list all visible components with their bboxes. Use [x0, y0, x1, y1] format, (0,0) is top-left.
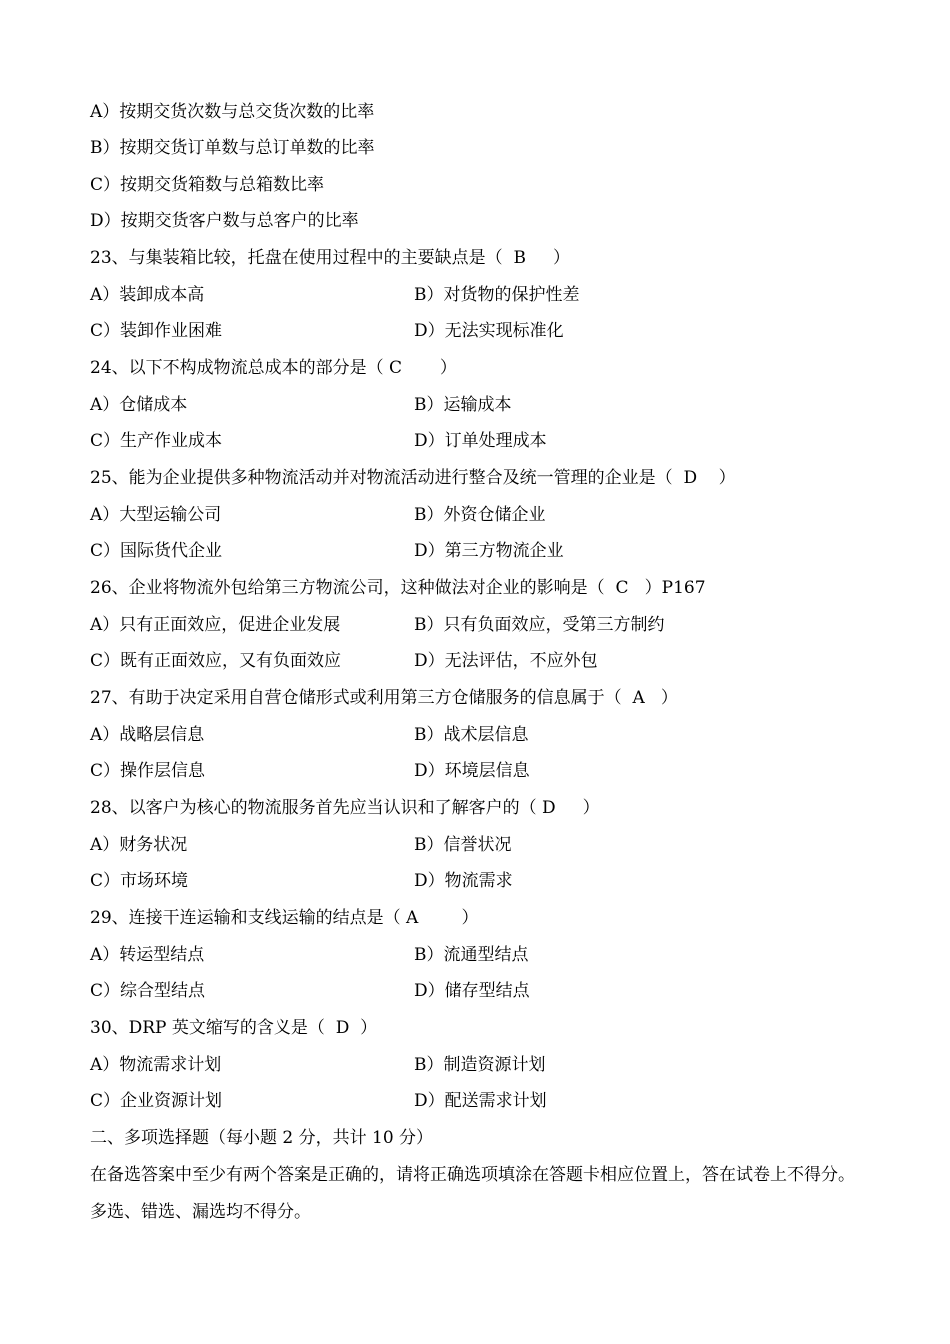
question-29-option-b: B）流通型结点	[414, 945, 529, 965]
question-26-option-c: C）既有正面效应，又有负面效应	[90, 651, 342, 671]
question-23-option-a: A）装卸成本高	[90, 285, 205, 305]
option-a: A）按期交货次数与总交货次数的比率	[90, 102, 375, 122]
question-27-option-d: D）环境层信息	[414, 761, 530, 781]
question-30-stem: 30、DRP 英文缩写的含义是（ D ）	[90, 1018, 378, 1038]
question-25-stem: 25、能为企业提供多种物流活动并对物流活动进行整合及统一管理的企业是（ D ）	[90, 468, 736, 488]
question-28-option-a: A）财务状况	[90, 835, 188, 855]
question-28-option-d: D）物流需求	[414, 871, 513, 891]
question-24-option-c: C）生产作业成本	[90, 431, 223, 451]
question-26-stem: 26、企业将物流外包给第三方物流公司，这种做法对企业的影响是（ C ）P167	[90, 578, 706, 598]
question-25-option-b: B）外资仓储企业	[414, 505, 546, 525]
question-23-stem: 23、与集装箱比较，托盘在使用过程中的主要缺点是（ B ）	[90, 248, 570, 268]
section-instruction: 在备选答案中至少有两个答案是正确的，请将正确选项填涂在答题卡相应位置上，答在试卷上不得分。多选、错选、漏选均不得分。	[90, 1165, 855, 1222]
question-23-option-b: B）对货物的保护性差	[414, 285, 580, 305]
question-30-option-c: C）企业资源计划	[90, 1091, 223, 1111]
question-24-stem: 24、以下不构成物流总成本的部分是（ C ）	[90, 358, 457, 378]
section-heading: 二、多项选择题（每小题 2 分，共计 10 分）	[90, 1128, 434, 1148]
question-26-option-d: D）无法评估，不应外包	[414, 651, 598, 671]
question-30-option-b: B）制造资源计划	[414, 1055, 546, 1075]
option-c: C）按期交货箱数与总箱数比率	[90, 175, 325, 195]
option-d: D）按期交货客户数与总客户的比率	[90, 211, 359, 231]
question-26-option-b: B）只有负面效应，受第三方制约	[414, 615, 665, 635]
question-25-option-a: A）大型运输公司	[90, 505, 222, 525]
question-27-option-b: B）战术层信息	[414, 725, 529, 745]
question-24-option-b: B）运输成本	[414, 395, 512, 415]
question-23-option-d: D）无法实现标准化	[414, 321, 564, 341]
question-29-stem: 29、连接干连运输和支线运输的结点是（ A ）	[90, 908, 479, 928]
question-25-option-c: C）国际货代企业	[90, 541, 223, 561]
question-28-option-b: B）信誉状况	[414, 835, 512, 855]
question-27-stem: 27、有助于决定采用自营仓储形式或利用第三方仓储服务的信息属于（ A ）	[90, 688, 678, 708]
question-26-option-a: A）只有正面效应，促进企业发展	[90, 615, 341, 635]
question-30-option-d: D）配送需求计划	[414, 1091, 547, 1111]
question-30-option-a: A）物流需求计划	[90, 1055, 222, 1075]
question-25-option-d: D）第三方物流企业	[414, 541, 564, 561]
question-23-option-c: C）装卸作业困难	[90, 321, 223, 341]
question-27-option-c: C）操作层信息	[90, 761, 206, 781]
question-29-option-c: C）综合型结点	[90, 981, 206, 1001]
question-28-stem: 28、以客户为核心的物流服务首先应当认识和了解客户的（ D ）	[90, 798, 600, 818]
question-27-option-a: A）战略层信息	[90, 725, 205, 745]
option-b: B）按期交货订单数与总订单数的比率	[90, 138, 375, 158]
question-24-option-d: D）订单处理成本	[414, 431, 547, 451]
question-29-option-d: D）储存型结点	[414, 981, 530, 1001]
question-24-option-a: A）仓储成本	[90, 395, 188, 415]
question-28-option-c: C）市场环境	[90, 871, 189, 891]
question-29-option-a: A）转运型结点	[90, 945, 205, 965]
